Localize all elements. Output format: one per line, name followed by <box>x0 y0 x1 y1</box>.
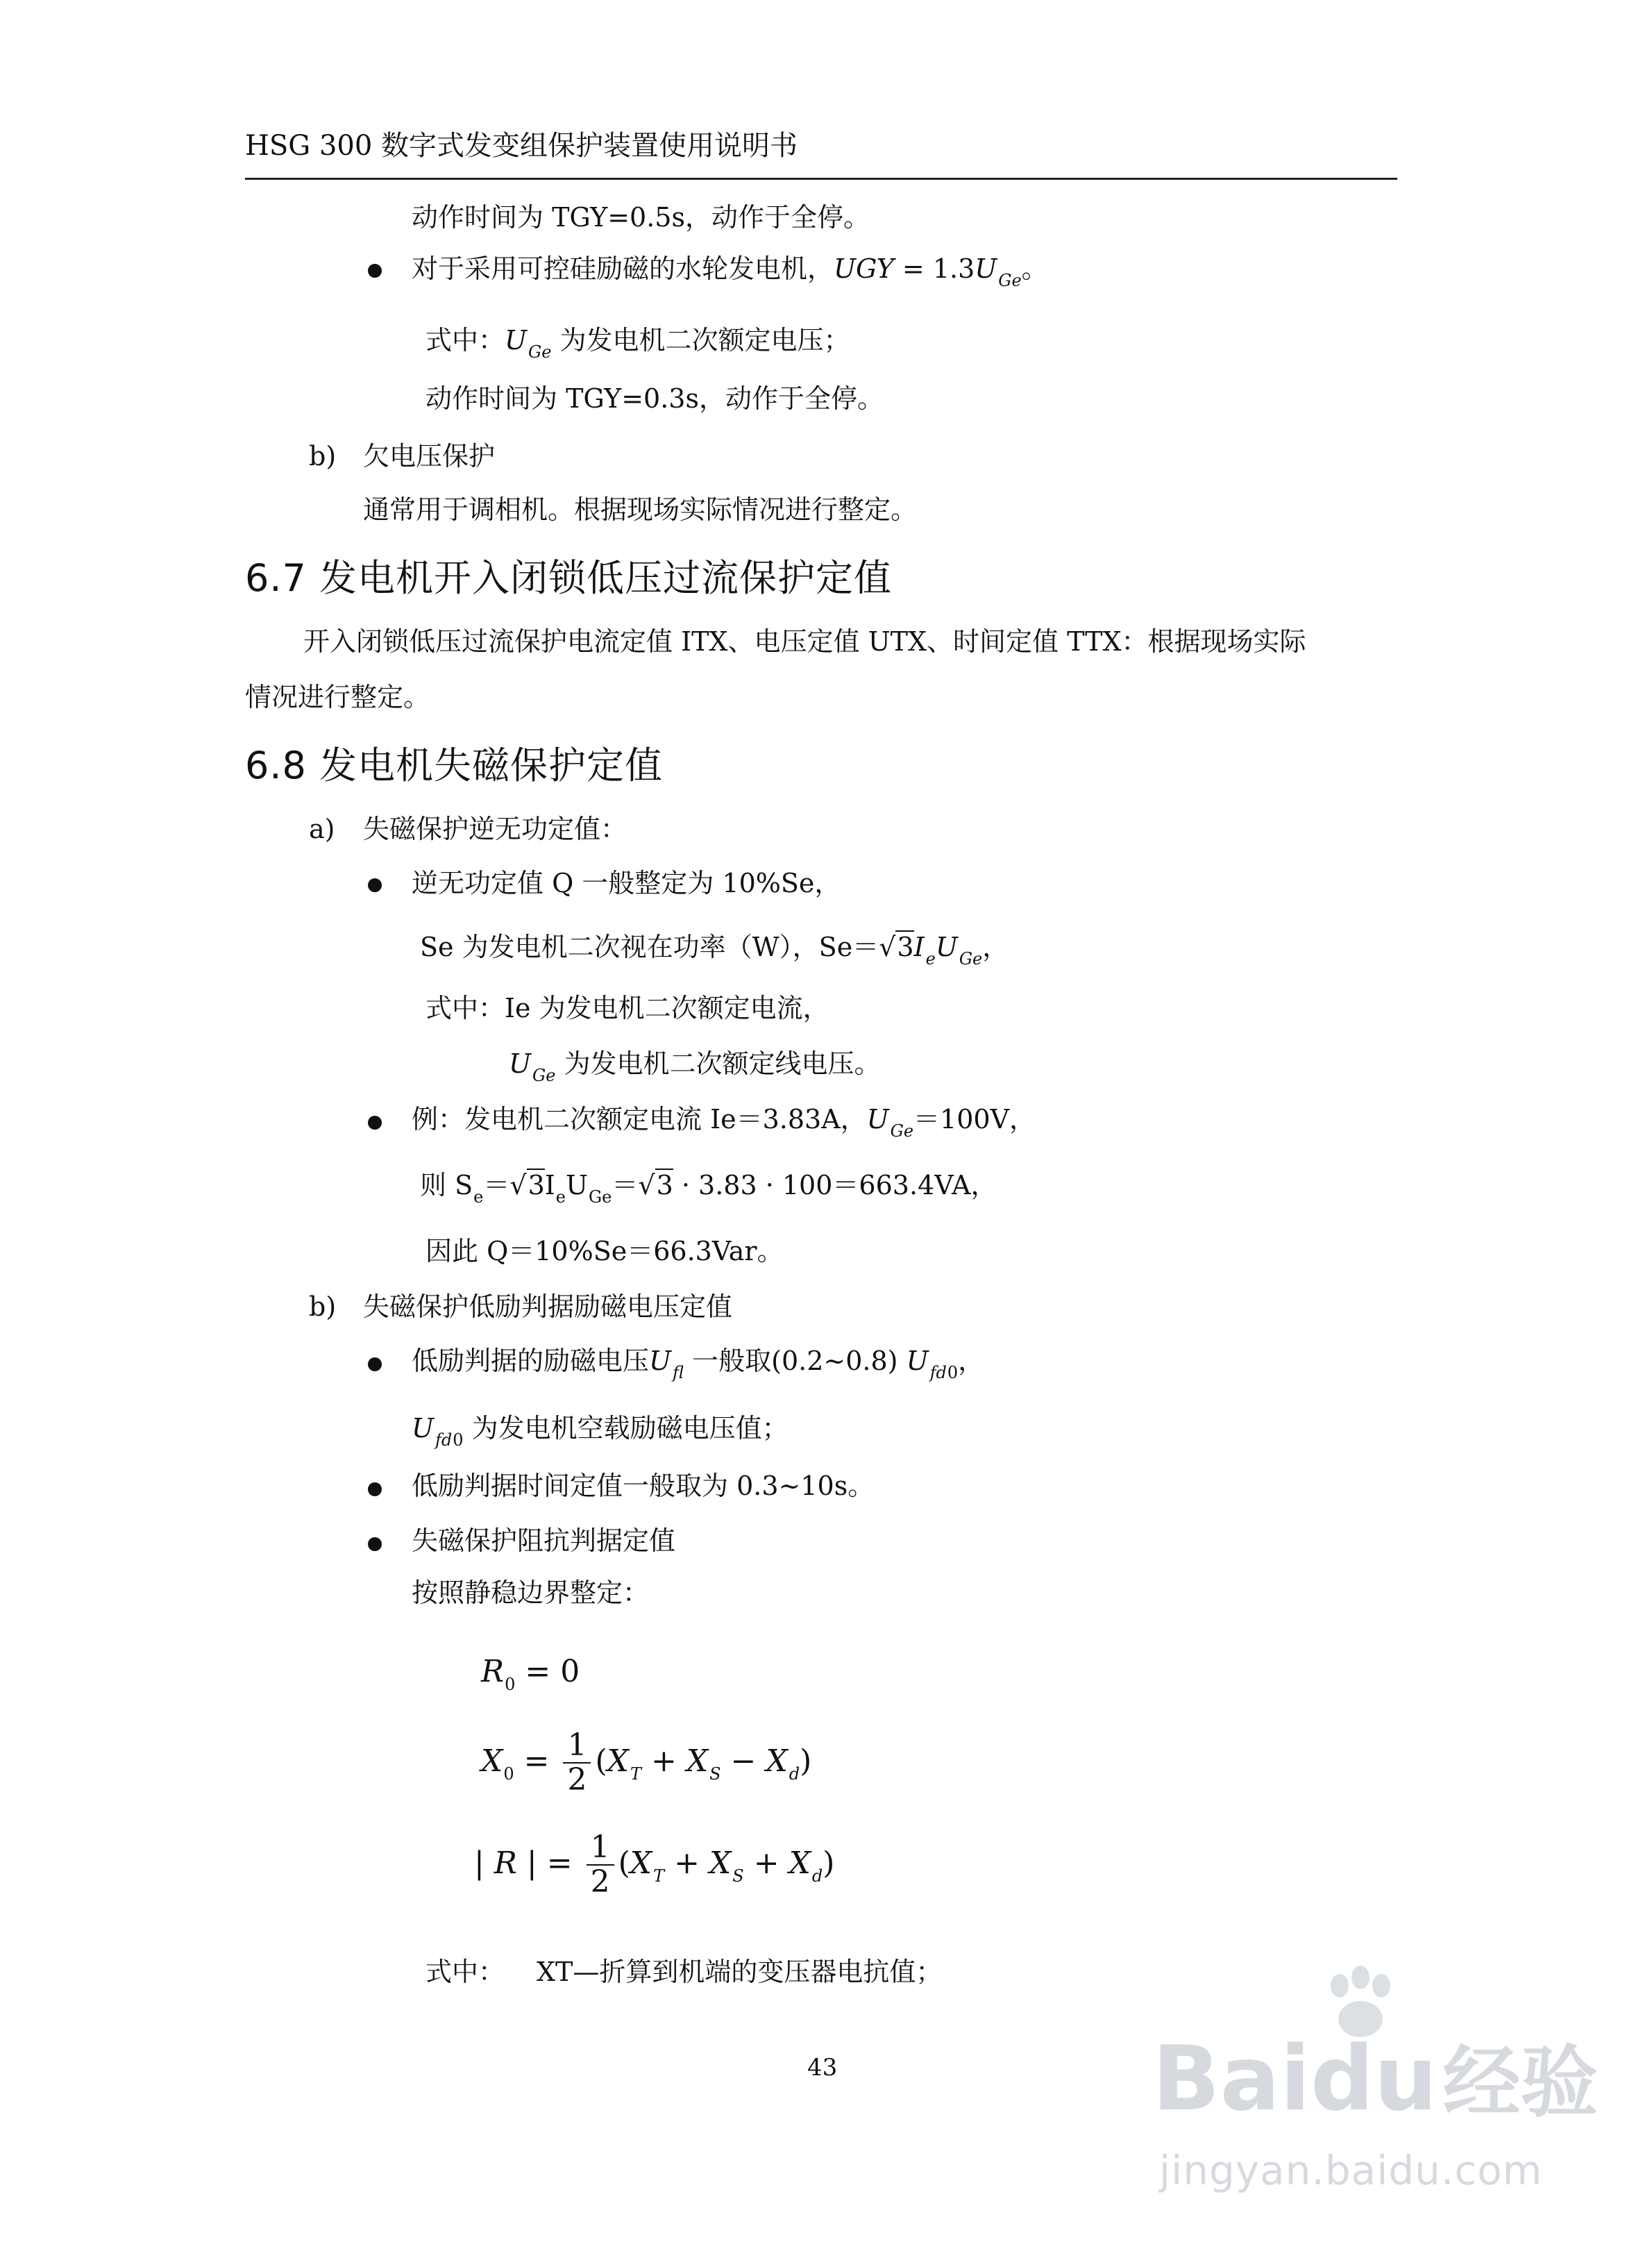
text: ＝ <box>612 1170 639 1200</box>
math-radicand: 3 <box>656 1170 673 1200</box>
text: ＝100V， <box>913 1104 1036 1134</box>
line-example <box>412 1104 1036 1141</box>
paren: ( <box>618 1845 630 1881</box>
line-reverse-var: 逆无功定值 Q 一般整定为 10%Se， <box>412 868 841 898</box>
math-x: X <box>630 1845 652 1881</box>
text: ＝ <box>483 1170 510 1200</box>
math-x: X <box>607 1743 629 1779</box>
math-i: I <box>913 932 925 962</box>
math-sub: Ge <box>959 949 983 969</box>
math-sub: 0 <box>947 1363 959 1382</box>
math-sub: S <box>732 1866 744 1886</box>
line-example-calc: 则 $S_e=√3I_eU_{Ge}=√3 \cdot 3.83 \cdot 100=663.4VA$， <box>420 1170 997 1207</box>
line-ie-note: 式中：Ie 为发电机二次额定电流， <box>425 993 829 1023</box>
math-x: X <box>766 1743 788 1779</box>
numerator: 1 <box>563 1729 591 1764</box>
item-b-label: b) <box>309 441 337 471</box>
line-action-time-2: 动作时间为 TGY=0.3s，动作于全停。 <box>425 383 884 414</box>
line-low-excitation <box>412 1346 984 1383</box>
equation-r-abs <box>474 1831 834 1900</box>
math-u: U <box>649 1346 672 1376</box>
math-sub: fl <box>673 1363 684 1382</box>
math-sub: T <box>653 1866 665 1886</box>
math-op: + <box>664 1845 709 1881</box>
equation-r0 <box>481 1654 580 1694</box>
math-ugy: UGY <box>834 253 894 284</box>
section-6-7-title: 6.7 发电机开入闭锁低压过流保护定值 <box>245 556 893 600</box>
math-sub: d <box>789 1764 800 1784</box>
math-u: U <box>975 253 997 284</box>
paren: ) <box>800 1743 812 1779</box>
last-formula-text: XT—折算到机端的变压器电抗值； <box>537 1957 943 1987</box>
paren: ) <box>823 1845 835 1881</box>
text: ， <box>958 1346 985 1376</box>
math-r: | R | <box>474 1845 537 1881</box>
item-a-label: a) <box>309 814 335 844</box>
text: · 3.83 · 100＝663.4VA， <box>673 1170 997 1200</box>
math-eq: = 1.3 <box>893 253 975 284</box>
numerator: 1 <box>587 1831 614 1866</box>
math-sub: Ge <box>890 1121 914 1141</box>
math-sub: d <box>811 1866 823 1886</box>
math-op: − <box>720 1743 766 1779</box>
section-6-8-title: 6.8 发电机失磁保护定值 <box>245 744 664 787</box>
watermark-url: jingyan.baidu.com <box>1159 2147 1543 2194</box>
line-undervoltage-desc: 通常用于调相机。根据现场实际情况进行整定。 <box>363 494 918 525</box>
math-sub: e <box>555 1187 566 1207</box>
math-sub: 0 <box>503 1764 514 1784</box>
text: 为发电机空载励磁电压值； <box>463 1413 789 1443</box>
line-formula-note <box>425 325 850 362</box>
paren: ( <box>595 1743 607 1779</box>
line-static-stability: 按照静稳边界整定： <box>412 1577 650 1608</box>
math-op: + <box>641 1743 686 1779</box>
math-sub: Ge <box>528 342 552 362</box>
denominator: 2 <box>567 1762 587 1798</box>
math-u: U <box>935 932 958 962</box>
text: 低励判据的励磁电压 <box>412 1346 650 1376</box>
text: 例：发电机二次额定电流 Ie＝3.83A， <box>412 1104 867 1134</box>
line-uge-note <box>509 1048 881 1086</box>
math-u: U <box>906 1346 929 1376</box>
math-op: + <box>743 1845 789 1881</box>
math-radicand: 3 <box>528 1170 545 1200</box>
math-sub: T <box>630 1764 641 1784</box>
bullet <box>368 1116 382 1130</box>
text: 式中： <box>425 325 505 355</box>
math-u: U <box>412 1413 435 1443</box>
watermark-brand-2: du <box>1310 2027 1438 2131</box>
text: ， <box>982 932 1009 962</box>
bullet <box>368 264 382 278</box>
math-u: U <box>565 1170 588 1200</box>
math-u: U <box>505 325 528 355</box>
math-sub: fd <box>929 1363 947 1382</box>
math-u: U <box>509 1048 532 1079</box>
math-sub: e <box>473 1187 484 1207</box>
math-sub: fd <box>435 1430 453 1450</box>
math-rhs: = 0 <box>515 1654 580 1689</box>
section-6-7-para-1: 开入闭锁低压过流保护电流定值 ITX、电压定值 UTX、时间定值 TTX：根据现场实际 <box>303 626 1306 657</box>
math-sub: e <box>925 949 936 969</box>
text: Se 为发电机二次视在功率（W），Se＝ <box>420 932 879 962</box>
section-6-7-para-2: 情况进行整定。 <box>245 682 430 712</box>
bullet <box>368 878 382 892</box>
item-a-text: 失磁保护逆无功定值： <box>363 814 627 844</box>
math-eq: = <box>514 1743 559 1779</box>
line-impedance-setting: 失磁保护阻抗判据定值 <box>412 1525 676 1556</box>
bullet <box>368 1357 382 1371</box>
math-sub: 0 <box>453 1430 464 1450</box>
text: 。 <box>1021 253 1048 284</box>
math-r: R <box>481 1654 505 1689</box>
math-u: U <box>866 1104 889 1134</box>
page-number: 43 <box>807 2054 838 2082</box>
math-sub: Ge <box>532 1066 556 1085</box>
math-sub: Ge <box>589 1187 612 1207</box>
item-b-text: 欠电压保护 <box>363 441 496 471</box>
text: 为发电机二次额定线电压。 <box>555 1048 881 1079</box>
equation-x0 <box>481 1729 811 1798</box>
header-title: HSG 300 数字式发变组保护装置使用说明书 <box>245 130 798 162</box>
item-b2-text: 失磁保护低励判据励磁电压定值 <box>363 1291 733 1322</box>
line-therefore: 因此 Q＝10%Se＝66.3Var。 <box>425 1236 784 1266</box>
line-action-time-1: 动作时间为 TGY=0.5s，动作于全停。 <box>412 202 870 233</box>
line-time-setting: 低励判据时间定值一般取为 0.3~10s。 <box>412 1471 875 1501</box>
watermark <box>1138 1965 1599 2201</box>
text: 为发电机二次额定电压； <box>551 325 850 355</box>
bullet <box>368 1537 382 1551</box>
bullet <box>368 1482 382 1496</box>
math-x: X <box>686 1743 709 1779</box>
math-x: X <box>789 1845 811 1881</box>
math-sub: S <box>709 1764 721 1784</box>
math-radicand: 3 <box>897 932 914 962</box>
math-x: X <box>709 1845 732 1881</box>
last-formula-label: 式中： <box>425 1957 505 1987</box>
denominator: 2 <box>590 1864 610 1900</box>
math-i: I <box>544 1170 555 1200</box>
watermark-brand: Bai <box>1152 2027 1310 2131</box>
text: 一般取(0.2~0.8) <box>684 1346 907 1376</box>
text: 则 S <box>420 1170 473 1200</box>
text: 对于采用可控硅励磁的水轮发电机， <box>412 253 834 284</box>
line-thyristor <box>412 253 1048 291</box>
fraction <box>587 1831 614 1900</box>
fraction <box>563 1729 591 1798</box>
header-rule <box>245 178 1397 180</box>
math-x: X <box>481 1743 503 1779</box>
math-sub: Ge <box>998 271 1022 290</box>
math-sub: 0 <box>505 1675 516 1694</box>
line-se-formula: Se 为发电机二次视在功率（W），$Se=√3I_eU_{Ge}$， <box>420 932 1009 969</box>
math-eq: = <box>537 1845 582 1881</box>
item-b2-label: b) <box>309 1291 337 1322</box>
line-no-load-voltage <box>412 1413 789 1450</box>
watermark-cn: 经验 <box>1442 2038 1599 2128</box>
